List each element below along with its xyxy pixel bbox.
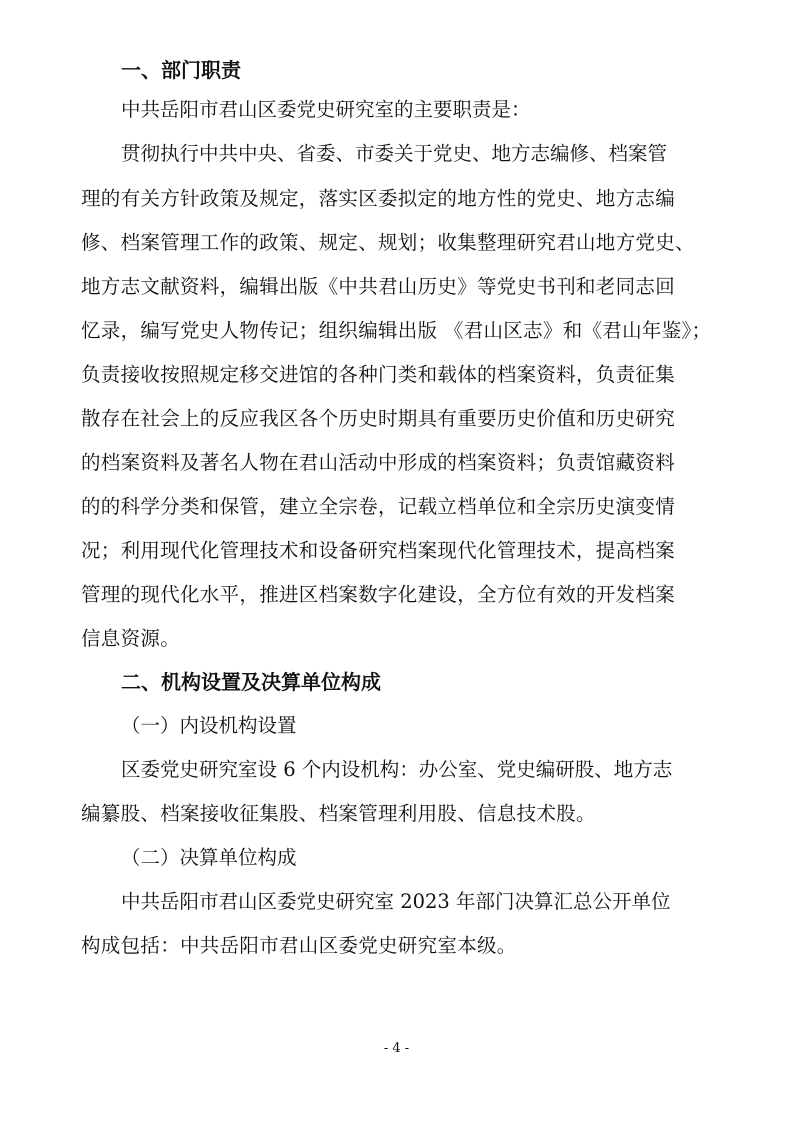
section-1-intro: 中共岳阳市君山区委党史研究室的主要职责是： [121, 98, 531, 121]
subsection-2-title: （二）决算单位构成 [121, 846, 297, 869]
body-line: 散存在社会上的反应我区各个历史时期具有重要历史价值和历史研究 [81, 407, 676, 430]
section-2-heading: 二、机构设置及决算单位构成 [121, 670, 381, 694]
body-line: 贯彻执行中共中央、省委、市委关于党史、地方志编修、档案管 [121, 142, 668, 165]
body-line: 忆录，编写党史人物传记；组织编辑出版 《君山区志》和《君山年鉴》； [81, 319, 712, 342]
body-line: 修、档案管理工作的政策、规定、规划；收集整理研究君山地方党史、 [81, 231, 695, 254]
body-line: 负责接收按照规定移交进馆的各种门类和载体的档案资料，负责征集 [81, 363, 676, 386]
body-line: 编纂股、档案接收征集股、档案管理利用股、信息技术股。 [81, 802, 596, 825]
body-line: 管理的现代化水平，推进区档案数字化建设，全方位有效的开发档案 [81, 583, 676, 606]
body-line: 中共岳阳市君山区委党史研究室 2023 年部门决算汇总公开单位 [121, 890, 671, 913]
subsection-1-title: （一）内设机构设置 [121, 714, 297, 737]
body-line: 构成包括：中共岳阳市君山区委党史研究室本级。 [81, 934, 517, 957]
body-line: 区委党史研究室设 6 个内设机构：办公室、党史编研股、地方志 [121, 758, 673, 781]
section-1-heading: 一、部门职责 [121, 58, 241, 82]
body-line: 理的有关方针政策及规定，落实区委拟定的地方性的党史、地方志编 [81, 187, 676, 210]
body-line: 的的科学分类和保管，建立全宗卷，记载立档单位和全宗历史演变情 [81, 495, 676, 518]
body-line: 况；利用现代化管理技术和设备研究档案现代化管理技术，提高档案 [81, 539, 676, 562]
body-line: 的档案资料及著名人物在君山活动中形成的档案资料；负责馆藏资料 [81, 451, 676, 474]
body-line: 信息资源。 [81, 627, 181, 650]
body-line: 地方志文献资料，编辑出版《中共君山历史》等党史书刊和老同志回 [81, 275, 676, 298]
page-number: - 4 - [383, 1041, 410, 1056]
